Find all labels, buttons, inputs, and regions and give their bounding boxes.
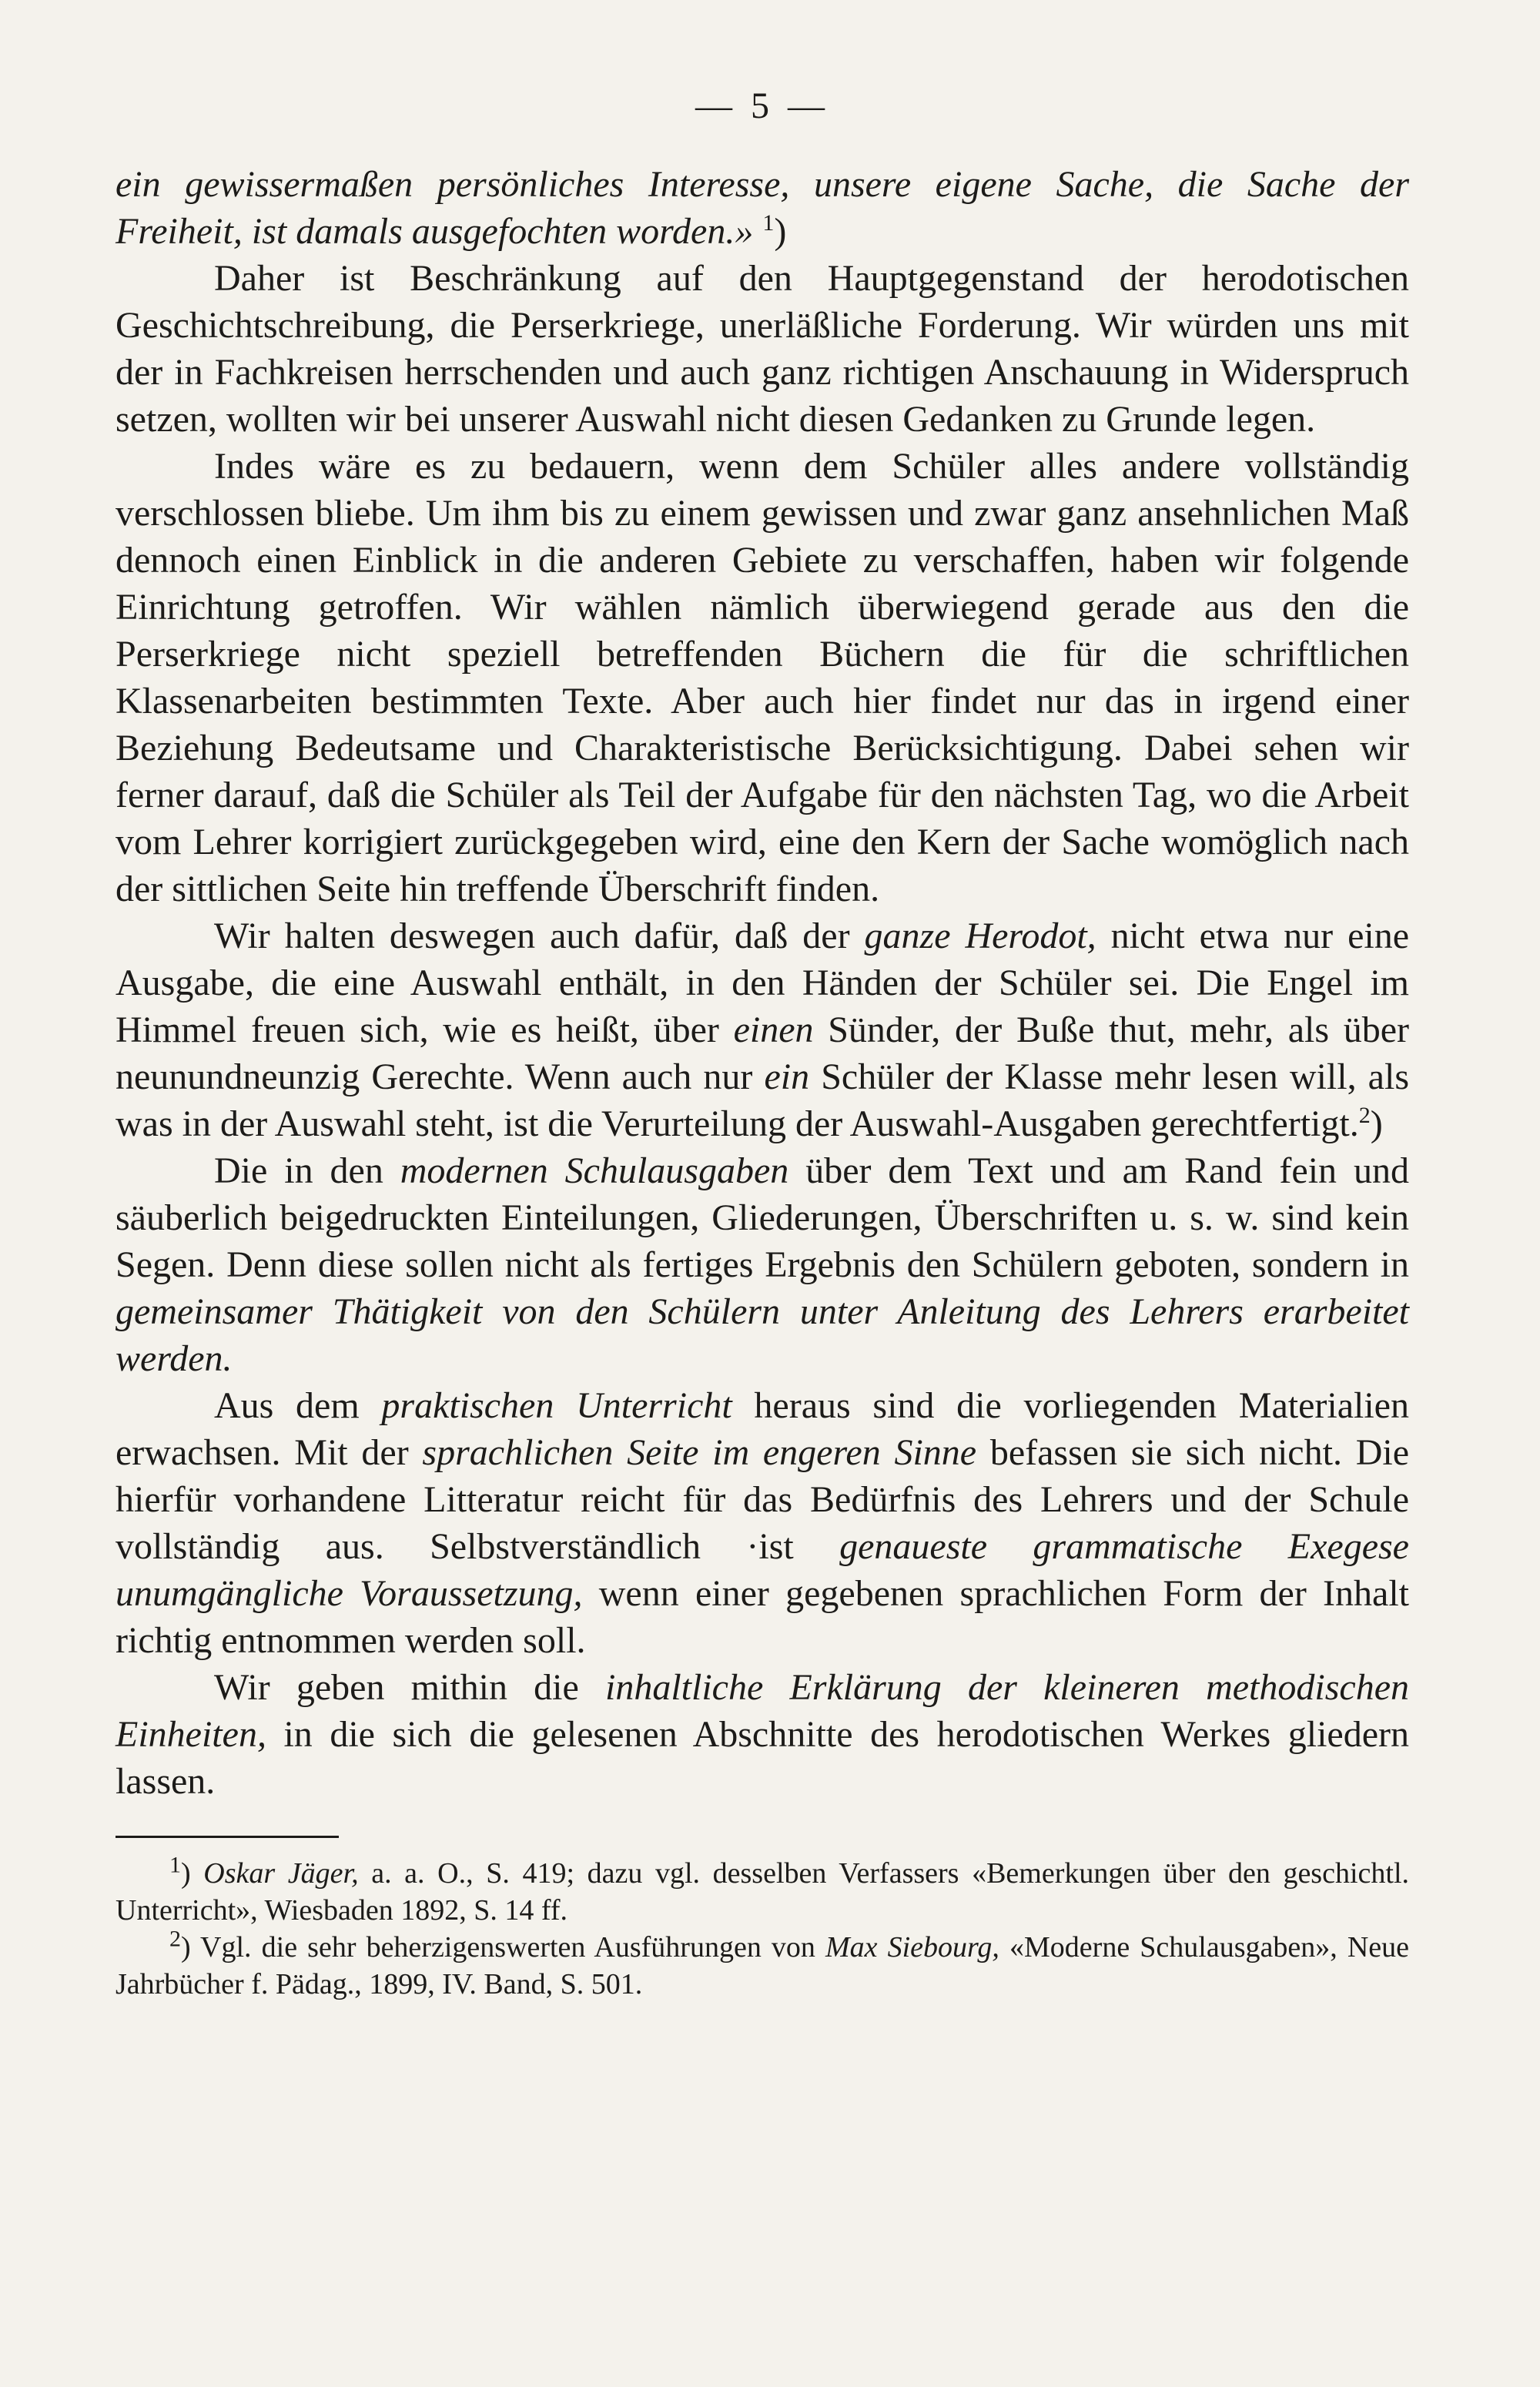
footnotes xyxy=(116,1852,1410,2003)
footnote-marker: 1 xyxy=(762,210,775,236)
text-run: ) xyxy=(1370,1103,1383,1144)
paragraph xyxy=(116,1147,1409,1382)
emphasis-text: sprachlichen Seite im engeren Sinne xyxy=(422,1432,977,1473)
text-run: Wir geben mithin die xyxy=(214,1667,605,1708)
emphasis-text: ein xyxy=(764,1056,810,1097)
text-run: ) xyxy=(181,1857,204,1890)
page-number-dash-left: — xyxy=(695,85,737,126)
emphasis-text: Oskar Jäger, xyxy=(203,1857,359,1890)
footnote-marker: 2 xyxy=(169,1926,181,1952)
page-number-dash-right: — xyxy=(788,85,829,126)
text-run: Indes wäre es zu bedauern, wenn dem Schüler alles andere vollständig verschlossen bliebe. Um ihm bis zu einem gewissen und zwar ganz ansehnlichen Maß dennoch einen Einblick in die anderen Gebiete zu verschaffen, haben wir folgende Einrichtung getroffen. Wir wählen nämlich überwiegend gerade aus den die Perserkriege nicht speziell betreffenden Büchern die für die schriftlichen Klassenarbeiten bestimmten Texte. Aber auch hier findet nur das in irgend einer Beziehung Bedeutsame und Charakteristische Berücksichtigung. Dabei sehen wir ferner darauf, daß die Schüler als Teil der Aufgabe für den nächsten Tag, wo die Arbeit vom Lehrer korrigiert zurückgegeben wird, eine den Kern der Sache womöglich nach der sittlichen Seite hin treffende Überschrift finden. xyxy=(116,446,1409,909)
text-run: heraus sind die vorliegenden Materialien erwachsen. Mit der xyxy=(116,1385,1409,1473)
text-run: wenn einer gegebenen sprachlichen Form der Inhalt richtig entnommen werden soll. xyxy=(116,1573,1409,1661)
body-text xyxy=(116,161,1409,1805)
text-run: Daher ist Beschränkung auf den Hauptgegenstand der herodotischen Geschichtschreibung, die Perserkriege, unerläßliche Forderung. Wir würden uns mit der in Fachkreisen herrschenden und auch ganz richtigen Anschauung in Widerspruch setzen, wollten wir bei unserer Auswahl nicht diesen Gedanken zu Grunde legen. xyxy=(116,258,1409,440)
paragraph xyxy=(116,443,1409,912)
text-run: über dem Text und am Rand fein und säuberlich beigedruckten Einteilungen, Gliederungen, Überschriften u. s. w. sind kein Segen. Denn diese sollen nicht als fertiges Ergebnis den Schülern geboten, sondern in xyxy=(116,1150,1409,1285)
emphasis-text: praktischen Unterricht xyxy=(381,1385,732,1426)
emphasis-text: ganze Herodot, xyxy=(864,916,1096,956)
emphasis-text: einen xyxy=(733,1009,814,1050)
footnote-marker: 1 xyxy=(169,1852,181,1878)
paragraph xyxy=(116,161,1409,255)
text-run: ) xyxy=(774,211,787,252)
text-run: a. a. O., S. 419; dazu vgl. desselben Verfassers «Bemerkungen über den geschichtl. Unterricht», Wiesbaden 1892, S. 14 ff. xyxy=(116,1857,1410,1927)
text-run: in die sich die gelesenen Abschnitte des herodotischen Werkes gliedern lassen. xyxy=(116,1714,1409,1802)
text-run: Aus dem xyxy=(214,1385,382,1426)
footnote xyxy=(116,1852,1410,1929)
text-run xyxy=(753,211,762,252)
text-run: befassen sie sich nicht. Die hierfür vorhandene Litteratur reicht für das Bedürfnis des Lehrers und der Schule vollständig aus. Selbstverständlich ·ist xyxy=(116,1432,1409,1567)
emphasis-text: modernen Schulausgaben xyxy=(400,1150,789,1191)
text-run: nicht etwa nur eine Ausgabe, die eine Auswahl enthält, in den Händen der Schüler sei. Die Engel im Himmel freuen sich, wie es heißt, über xyxy=(116,916,1410,1050)
paragraph xyxy=(116,1664,1409,1805)
paragraph xyxy=(116,912,1409,1147)
book-page xyxy=(116,85,1409,2003)
emphasis-text: Max Siebourg, xyxy=(825,1931,999,1964)
emphasis-text: ein gewissermaßen persönliches Interesse, unsere eigene Sache, die Sache der Freiheit, ist damals ausgefochten worden.» xyxy=(116,164,1409,252)
paragraph xyxy=(116,1382,1409,1664)
paragraph xyxy=(116,255,1409,443)
text-run: Wir halten deswegen auch dafür, daß der xyxy=(214,916,865,956)
footnote-marker: 2 xyxy=(1358,1103,1371,1128)
page-number-header xyxy=(116,85,1409,127)
page-number: 5 xyxy=(751,85,774,126)
text-run: Sünder, der Buße thut, mehr, als über neunundneunzig Gerechte. Wenn auch nur xyxy=(116,1009,1409,1097)
text-run: «Moderne Schulausgaben», Neue Jahrbücher f. Pädag., 1899, IV. Band, S. 501. xyxy=(116,1931,1409,2000)
footnote-separator xyxy=(116,1836,339,1838)
emphasis-text: genaueste grammatische Exegese unumgängliche Voraussetzung, xyxy=(116,1526,1409,1614)
footnote xyxy=(116,1926,1409,2003)
text-run: ) Vgl. die sehr beherzigenswerten Ausführungen von xyxy=(181,1931,825,1964)
emphasis-text: inhaltliche Erklärung der kleineren methodischen Einheiten, xyxy=(116,1667,1410,1755)
text-run: Die in den xyxy=(214,1150,400,1191)
emphasis-text: gemeinsamer Thätigkeit von den Schülern unter Anleitung des Lehrers erarbeitet werden. xyxy=(116,1291,1409,1379)
text-run: Schüler der Klasse mehr lesen will, als was in der Auswahl steht, ist die Verurteilung der Auswahl-Ausgaben gerechtfertigt. xyxy=(116,1056,1409,1144)
